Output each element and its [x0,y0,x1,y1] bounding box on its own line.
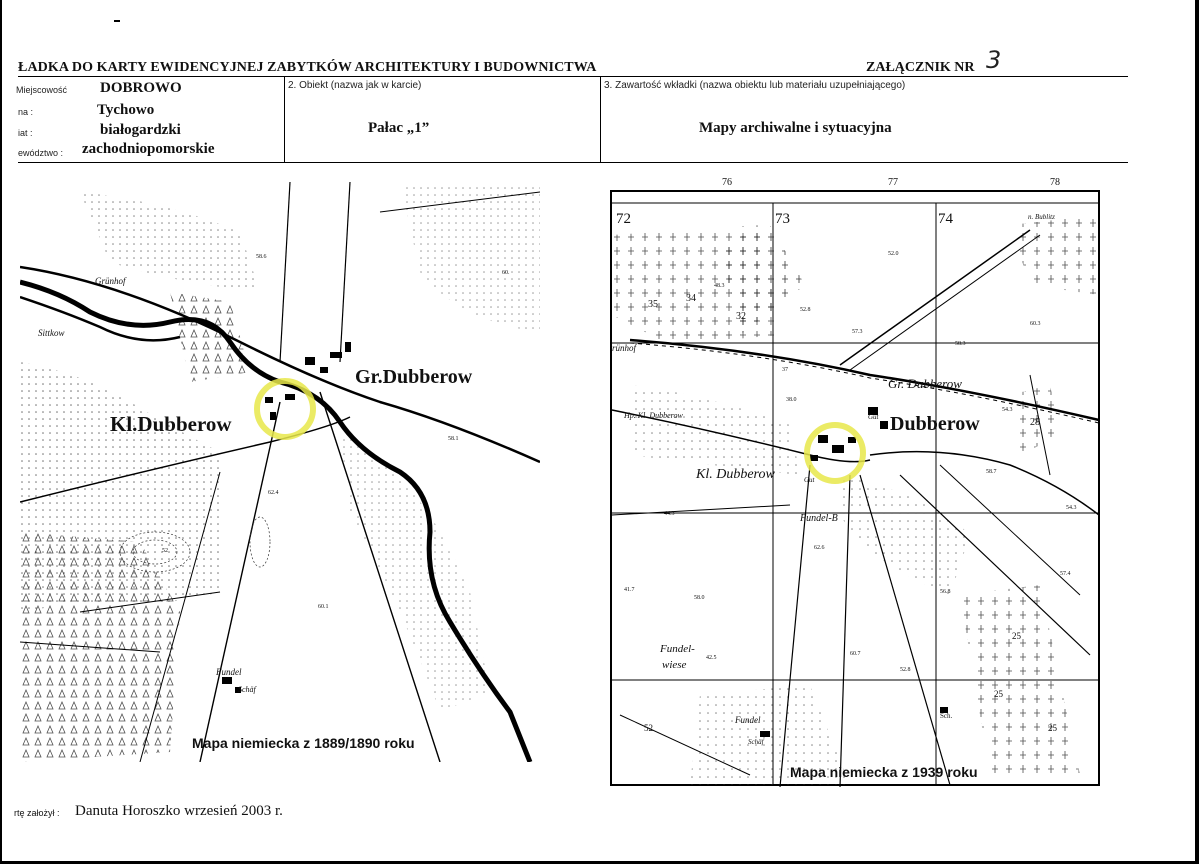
map-elev-r3: 58.3 [955,341,966,347]
map-label-fundel-1939: Fundel [735,715,761,725]
author-value: Danuta Horoszko wrzesień 2003 r. [75,803,283,819]
map-elev-4: 62.4 [268,490,279,496]
page-border-left [0,0,2,864]
map-elev-r17: 52.8 [900,667,911,673]
map-elev-r6: 52.8 [800,307,811,313]
map-num-52: 52 [644,723,653,733]
grid-top-78: 78 [1050,177,1060,188]
map-elev-1: 58.6 [256,254,267,260]
header-rule-bottom [18,162,1128,163]
map-1889-drawing [20,172,540,762]
page-border-right [1195,0,1199,864]
map-1939-caption: Mapa niemiecka z 1939 roku [790,764,978,780]
map-label-grunhof-1939: rünhof [612,343,637,353]
map-elev-r2: 60.3 [1030,321,1041,327]
map-elev-2: 60. [502,270,510,276]
map-num-32: 32 [736,311,746,322]
map-num-25a: 25 [1012,631,1021,641]
map-elev-r12: 58.0 [694,595,705,601]
map-1889 [20,172,540,762]
map-label-gr-dubberow-1939: Gr. Dubberow [888,376,962,391]
map-1939-drawing [610,175,1100,787]
map-elev-r5: 48.3 [714,283,725,289]
map-elev-5: 52 [162,548,168,554]
contents-label: 3. Zawartość wkładki (nazwa obiektu lub materiału uzupełniającego) [604,80,906,91]
map-num-28: 28 [1030,417,1040,428]
map-elev-r7: 38.0 [786,397,797,403]
map-elev-r10: 44.3 [664,511,675,517]
header-divider-1 [284,76,285,162]
attachment-label: ZAŁĄCZNIK NR [866,60,975,75]
grid-top-76: 76 [722,177,732,188]
map-1939 [610,175,1100,787]
map-label-fundel-b: Fundel-B [800,513,838,524]
map-label-sittkow: Sittkow [38,328,65,338]
grid-col-72: 72 [616,211,631,227]
map-num-34: 34 [686,293,696,304]
grid-col-74: 74 [938,211,953,227]
scan-mark [114,20,120,22]
map-label-gr-dubberow: Gr.Dubberow [355,366,473,388]
map-label-sch: Sch. [940,712,953,720]
map-label-fundel-wiese: Fundel- [660,643,695,655]
location-label-gmina: na : [18,107,34,117]
map-num-25b: 25 [994,689,1003,699]
map-elev-6: 60.1 [318,604,329,610]
grid-col-73: 73 [775,211,790,227]
document-title: ŁADKA DO KARTY EWIDENCYJNEJ ZABYTKÓW ARCHITEKTURY I BUDOWNICTWA [18,60,597,75]
map-elev-r13: 57.4 [1060,571,1071,577]
contents-value: Mapy archiwalne i sytuacyjna [699,120,892,136]
map-elev-3: 58.1 [448,436,459,442]
map-elev-r20: 37 [782,367,788,373]
map-elev-r4: 57.3 [852,329,863,335]
location-label-miejscowosc: Miejscowość [16,85,68,95]
object-label: 2. Obiekt (nazwa jak w karcie) [288,80,422,91]
map-label-grunhof: Grünhof [95,276,126,286]
header-divider-2 [600,76,601,162]
map-label-gut-2: Gut [804,476,815,484]
map-elev-r11: 62.6 [814,545,825,551]
map-num-35: 35 [648,299,658,310]
map-num-25c: 25 [1048,723,1057,733]
map-elev-r15: 60.7 [850,651,861,657]
map-elev-r19: 54.3 [1066,505,1077,511]
map-elev-r16: 42.5 [706,655,717,661]
grid-top-77: 77 [888,177,898,188]
location-value-powiat: białogardzki [100,122,181,138]
palace-highlight-1889 [257,381,313,437]
map-label-dubberow-1939: Dubberow [890,413,980,435]
map-elev-r1: 52.0 [888,251,899,257]
location-value-gmina: Tychowo [97,102,155,118]
map-label-bublitz: n. Bublitz [1028,213,1055,221]
map-label-schaf-1939: Schäf [748,738,764,746]
map-1889-caption: Mapa niemiecka z 1889/1890 roku [192,735,415,751]
map-label-schaf: Schäf [238,685,256,694]
map-label-hp-kl-dubberow: Hp. Kl. Dubberow [624,411,683,420]
map-label-fundel: Fundel [216,667,242,677]
location-label-powiat: iat : [18,128,33,138]
attachment-number: 3 [986,46,1002,74]
location-label-wojewodztwo: ewództwo : [18,148,64,158]
object-value: Pałac „1” [368,120,430,136]
location-value-miejscowosc: DOBROWO [100,80,182,96]
map-elev-r8: 54.3 [1002,407,1013,413]
map-label-kl-dubberow: Kl.Dubberow [110,412,232,436]
map-label-kl-dubberow-1939: Kl. Dubberow [696,467,775,482]
map-elev-r14: 56.8 [940,589,951,595]
map-label-gut-1: Gut [868,413,879,421]
author-label: rtę założył : [14,808,60,818]
location-value-wojewodztwo: zachodniopomorskie [82,141,215,157]
map-elev-r9: 58.7 [986,469,997,475]
header-rule-top [18,76,1128,77]
map-elev-r18: 41.7 [624,587,635,593]
map-label-wiese: wiese [662,659,687,671]
